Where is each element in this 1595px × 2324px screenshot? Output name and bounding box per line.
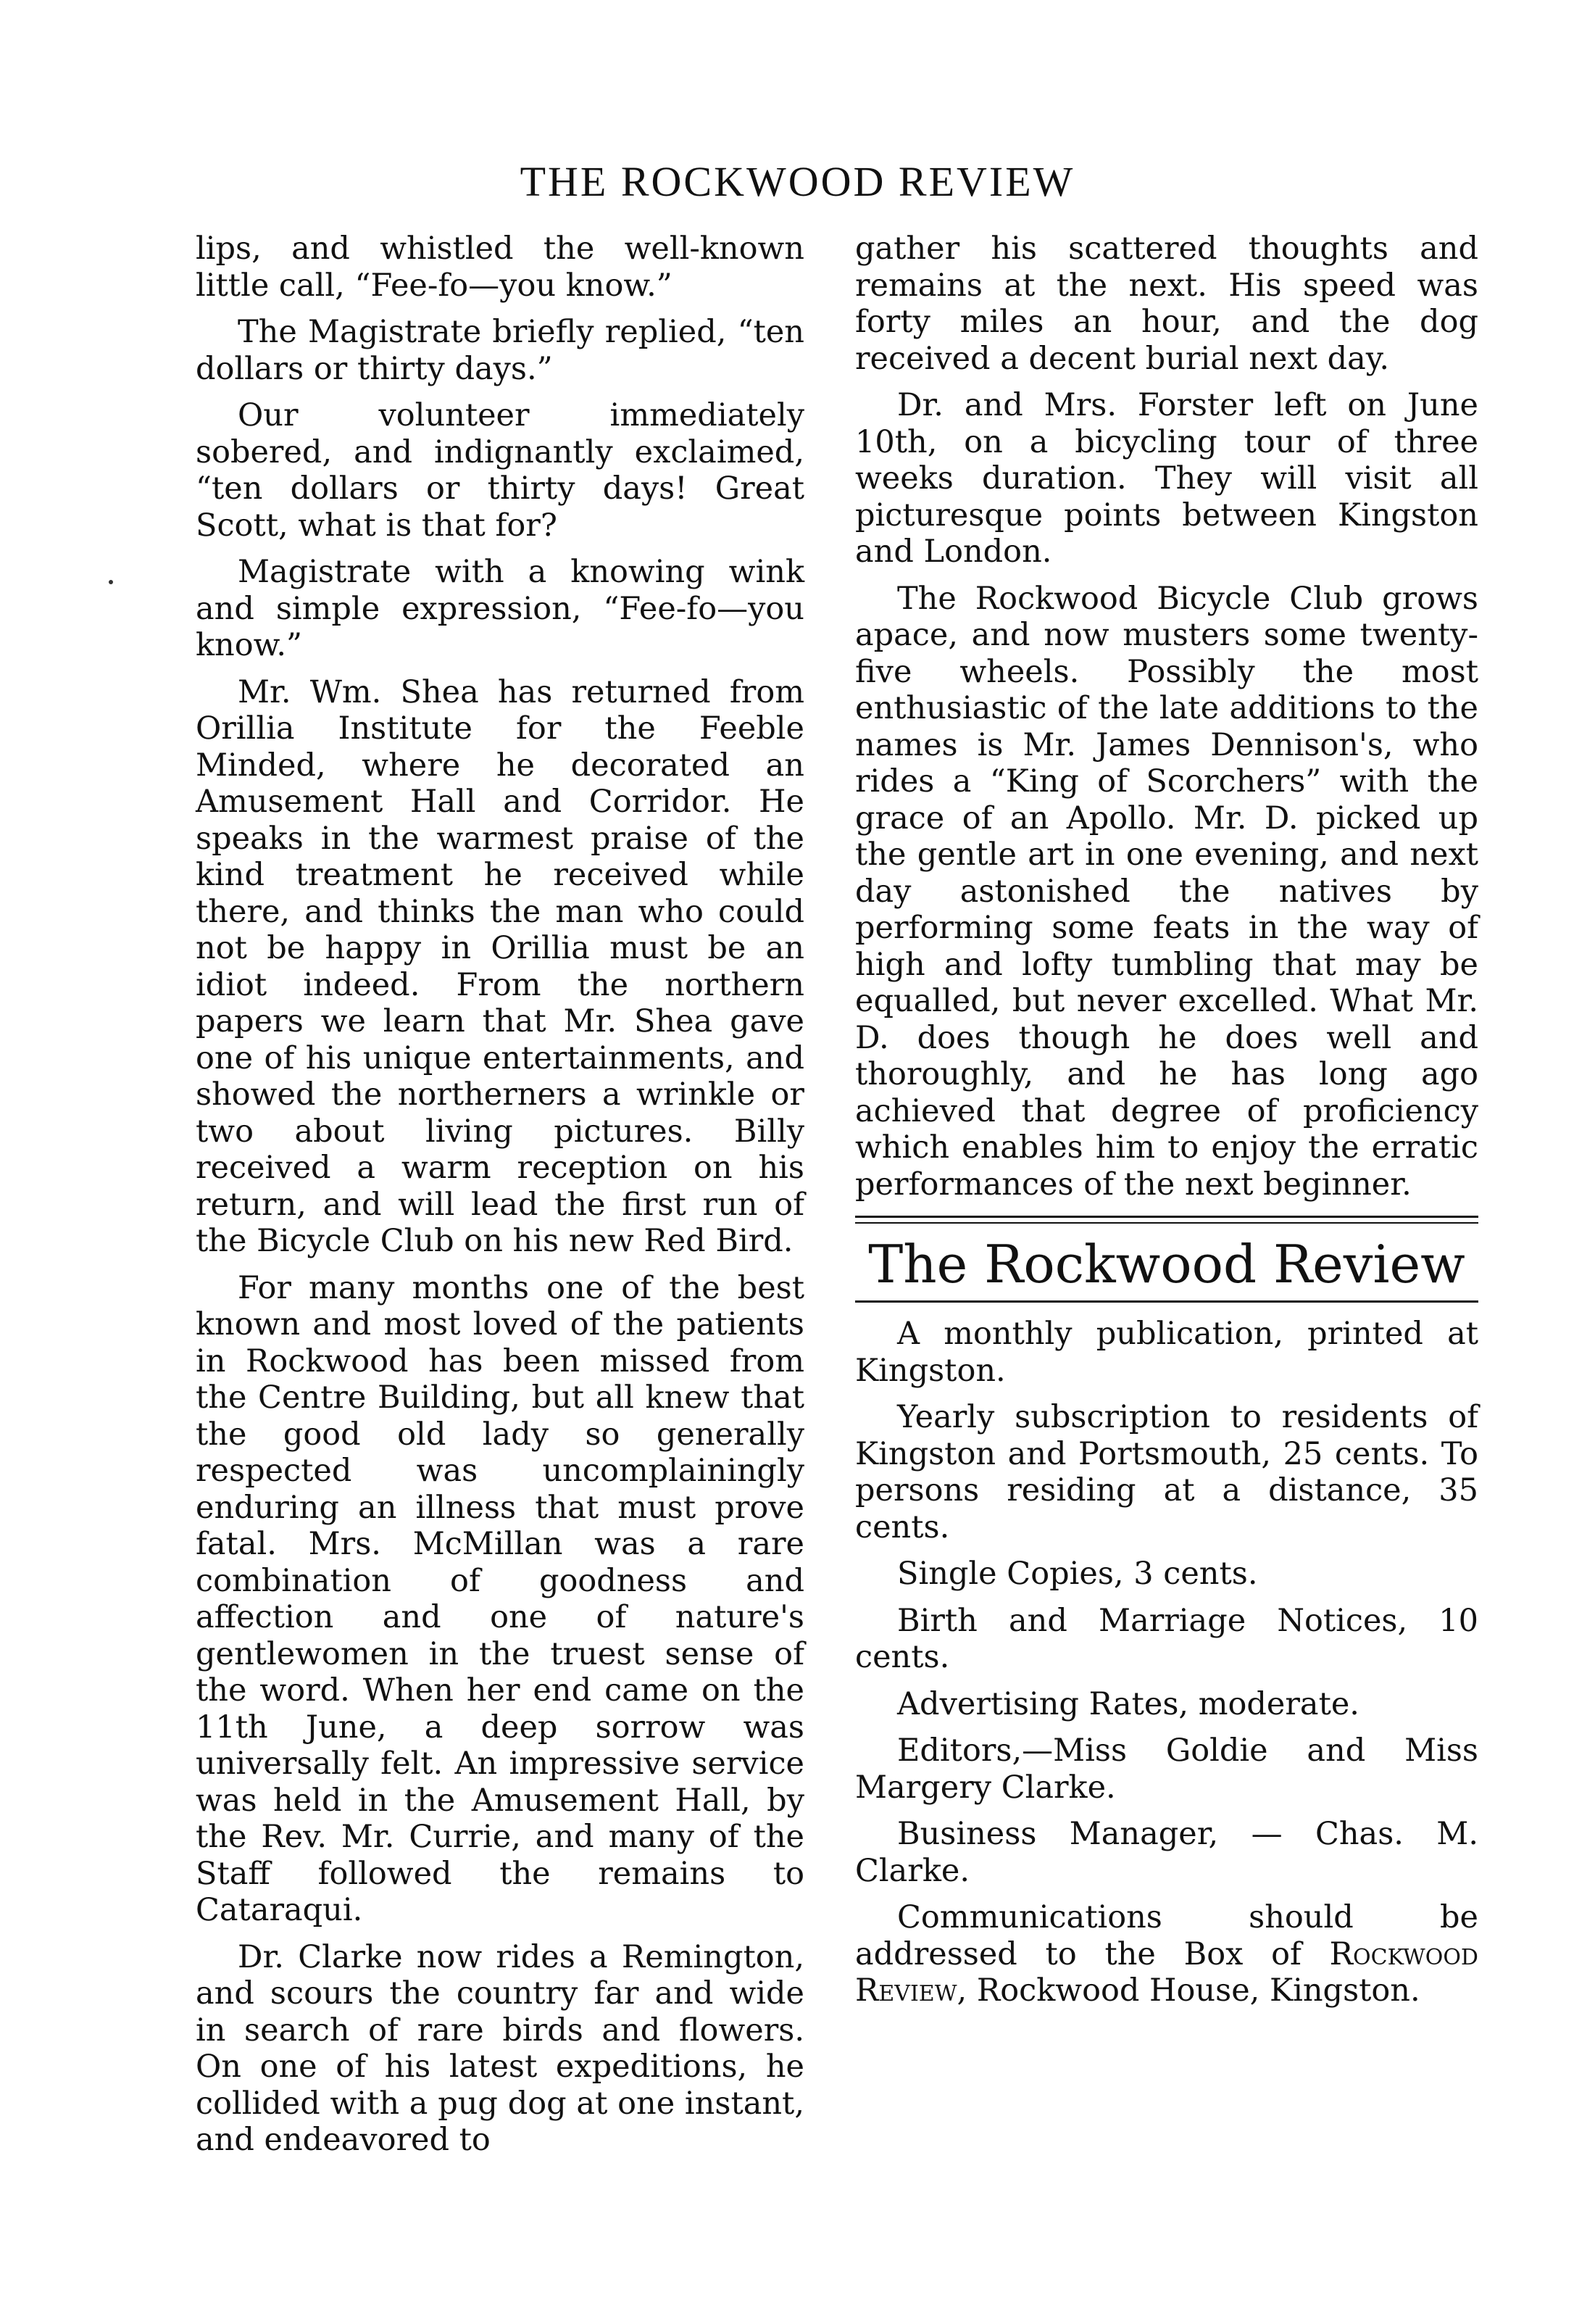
paragraph-forster: Dr. and Mrs. Forster left on June 10th, on a bicycling tour of three weeks duration. They will visit all picturesque points between Kingston and London. bbox=[855, 387, 1478, 570]
info-notices: Birth and Marriage Notices, 10 cents. bbox=[855, 1602, 1478, 1675]
info-single-copies: Single Copies, 3 cents. bbox=[897, 1556, 1258, 1592]
info-publication: A monthly publication, printed at Kingston. bbox=[855, 1316, 1478, 1389]
masthead-box bbox=[855, 1216, 1478, 1303]
communications-text-after: , Rockwood House, Kingston. bbox=[957, 1972, 1420, 2009]
left-column bbox=[196, 231, 804, 2169]
right-column bbox=[855, 231, 1478, 2020]
paragraph-shea: Mr. Wm. Shea has returned from Orillia Institute for the Feeble Minded, where he decorated an Amusement Hall and Corridor. He speaks in the warmest praise of the kind treatment he received while there, and thinks the man who could not be happy in Orillia must be an idiot indeed. From the northern papers we learn that Mr. Shea gave one of his unique entertainments, and showed the northerners a wrinkle or two about living pictures. Billy received a warm reception on his return, and will lead the first run of the Bicycle Club on his new Red Bird. bbox=[196, 673, 804, 1259]
masthead-rule-bottom bbox=[855, 1300, 1478, 1303]
paragraph-volunteer: Our volunteer immediately sobered, and indignantly exclaimed, “ten dollars or thirty days! Great Scott, what is that for? bbox=[196, 397, 804, 544]
info-subscription: Yearly subscription to residents of Kingston and Portsmouth, 25 cents. To persons residing at a distance, 35 cents. bbox=[855, 1399, 1478, 1545]
paragraph-magistrate-reply: The Magistrate briefly replied, “ten dollars or thirty days.” bbox=[196, 314, 804, 387]
info-editors: Editors,—Miss Goldie and Miss Margery Clarke. bbox=[855, 1732, 1478, 1806]
paragraph-continued: lips, and whistled the well-known little call, “Fee-fo—you know.” bbox=[196, 231, 804, 304]
info-advertising: Advertising Rates, moderate. bbox=[897, 1685, 1359, 1722]
communications-text-before: Communications should be addressed to the Box of bbox=[855, 1899, 1478, 1972]
communications-review-name: Rockwood Review bbox=[855, 1935, 1478, 2009]
margin-mark bbox=[109, 580, 113, 584]
info-business-manager: Business Manager, — Chas. M. Clarke. bbox=[855, 1816, 1478, 1889]
running-header: THE ROCKWOOD REVIEW bbox=[520, 158, 1075, 205]
paragraph-clarke: Dr. Clarke now rides a Remington, and scours the country far and wide in search of rare birds and flowers. On one of his latest expeditions, he collided with a pug dog at one instant, and endeavored to bbox=[196, 1938, 804, 2158]
masthead-title: The Rockwood Review bbox=[868, 1234, 1465, 1295]
paragraph-bicycle-club: The Rockwood Bicycle Club grows apace, and now musters some twenty-five wheels. Possibly the most enthusiastic of the late additions to the names is Mr. James Dennison's, who rides a “King of Scorchers” with the grace of an Apollo. Mr. D. picked up the gentle art in one evening, and next day astonished the natives by performing some feats in the way of high and lofty tumbling that may be equalled, but never excelled. What Mr. D. does though he does well and thoroughly, and he has long ago achieved that degree of proficiency which enables him to enjoy the erratic performances of the next beginner. bbox=[855, 580, 1478, 1203]
info-communications bbox=[855, 1899, 1478, 2009]
masthead-rule-top bbox=[855, 1216, 1478, 1218]
paragraph-continued-right: gather his scattered thoughts and remains at the next. His speed was forty miles an hour, and the dog received a decent burial next day. bbox=[855, 231, 1478, 377]
paragraph-magistrate-wink: Magistrate with a knowing wink and simple expression, “Fee-fo—you know.” bbox=[196, 554, 804, 663]
paragraph-mcmillan: For many months one of the best known and most loved of the patients in Rockwood has been missed from the Centre Building, but all knew that the good old lady so generally respected was uncomplainingly enduring an illness that must prove fatal. Mrs. McMillan was a rare combination of goodness and affection and one of nature's gentlewomen in the truest sense of the word. When her end came on the 11th June, a deep sorrow was universally felt. An impressive service was held in the Amusement Hall, by the Rev. Mr. Currie, and many of the Staff followed the remains to Cataraqui. bbox=[196, 1269, 804, 1928]
